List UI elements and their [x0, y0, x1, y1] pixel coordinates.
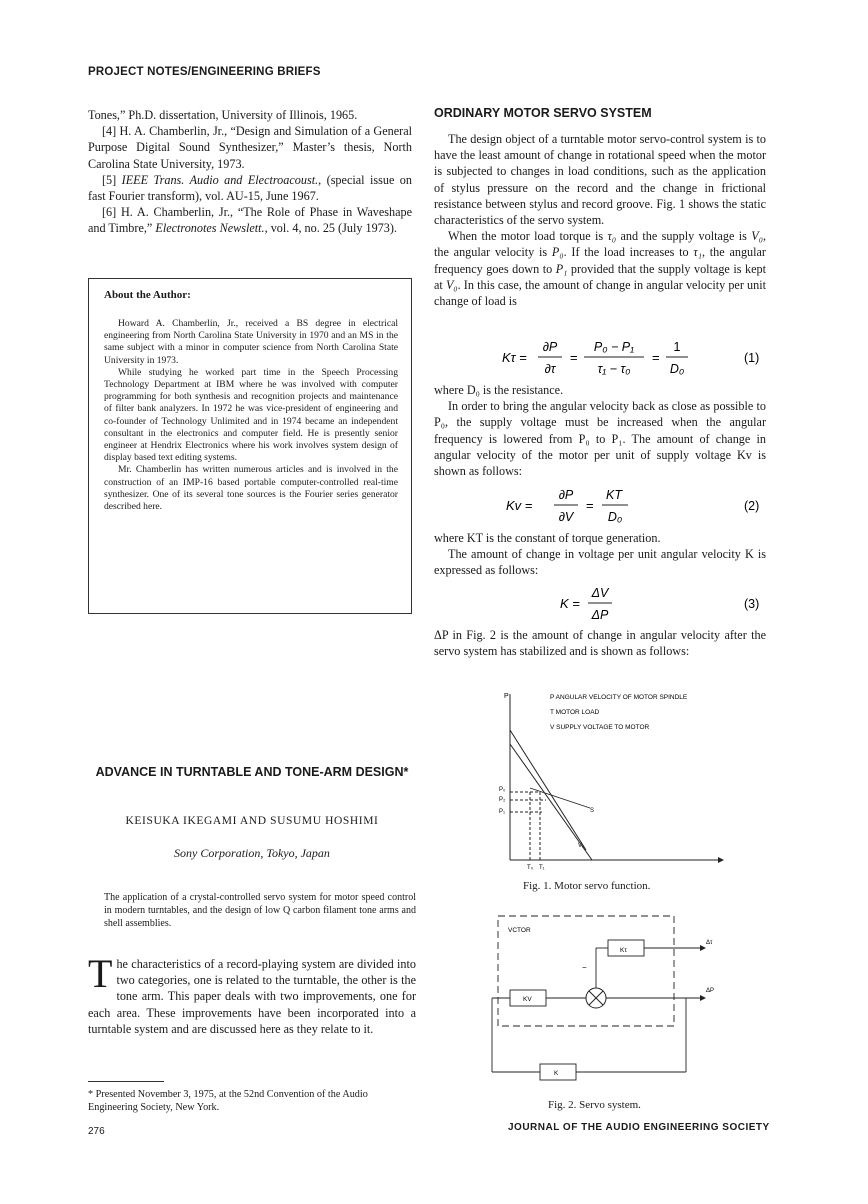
article-authors: KEISUKA IKEGAMI AND SUSUMU HOSHIMI [125, 815, 379, 827]
reference-6: [6] H. A. Chamberlin, Jr., “The Role of Phase in Waveshape and Timbre,” Electronotes Newslett., vol. 4, no. 25 (July 1973). [88, 205, 412, 236]
article-title: ADVANCE IN TURNTABLE AND TONE-ARM DESIGN* [95, 765, 409, 779]
figure-2-caption: Fig. 2. Servo system. [548, 1099, 641, 1111]
equation-1 [434, 336, 766, 380]
reference-list [88, 107, 412, 237]
equation-3 [434, 584, 766, 624]
equation-2 [434, 484, 766, 528]
about-author-paragraph: While studying he worked part time in the Speech Processing Technology Department at IBM where he was involved with computer programming for both synthesis and recognition projects and maintenance of filter bank analyzers. In 1972 he was vice-president of engineering and co-founder of Technology Unlimited and in 1974 became an independent consultant in the electronics and computer field. He is presently senior engineer at Hendrix Electronics where his work involves system design of display based text editing systems. [104, 366, 398, 464]
svg-text:=: = [586, 498, 594, 513]
article-abstract: The application of a crystal-controlled servo system for motor speed control in modern turntables, and the design of low Q carbon filament tone arms and shell assemblies. [104, 892, 416, 929]
eq1-numerator: ∂P [542, 340, 558, 354]
reference-4: [4] H. A. Chamberlin, Jr., “Design and Simulation of a General Purpose Digital Sound Synthesizer,” Master’s thesis, North Carolina State University, 1973. [88, 124, 412, 171]
drop-cap: T [88, 951, 113, 996]
svg-text:KT: KT [606, 488, 622, 502]
svg-text:ΔP: ΔP [591, 608, 609, 622]
servo-paragraph-7: ΔP in Fig. 2 is the amount of change in angular velocity after the servo system has stabilized and is shown as follows: [434, 628, 766, 659]
t1-label: T₁ [539, 865, 545, 871]
about-author-title: About the Author: [104, 289, 191, 301]
eq1-lhs: Kτ = [502, 350, 527, 365]
article-affiliation: Sony Corporation, Tokyo, Japan [174, 846, 330, 860]
about-author-paragraph: Howard A. Chamberlin, Jr., received a BS degree in electrical engineering from North Carolina State University in 1970 and an MS in the same subject with a minor in computer science from North Carolina State University in 1973. [104, 318, 398, 366]
reference-5: [5] IEEE Trans. Audio and Electroacoust., (special issue on fast Fourier transform), vol. AU-15, June 1967. [88, 172, 412, 204]
footnote: * Presented November 3, 1975, at the 52nd Convention of the Audio Engineering Society, New York. [88, 1089, 368, 1113]
reference-3-tail: Tones,” Ph.D. dissertation, University of Illinois, 1965. [88, 108, 358, 122]
p2-label: P₂ [499, 797, 506, 803]
journal-name: JOURNAL OF THE AUDIO ENGINEERING SOCIETY [508, 1122, 770, 1133]
servo-paragraph-4: In order to bring the angular velocity back as close as possible to P₀, the supply voltage must be increased when the angular frequency is lowered from P₀ to P₁. The amount of change in angular velocity of the motor per unit of supply voltage Kv is shown as follows: [434, 399, 766, 479]
vctor-label: VCTOR [508, 927, 531, 934]
svg-text:(2): (2) [744, 499, 760, 513]
legend-t: T MOTOR LOAD [550, 709, 600, 716]
servo-paragraph-6: The amount of change in voltage per unit angular velocity K is expressed as follows: [434, 547, 766, 578]
minus-label: − [582, 963, 587, 972]
svg-text:=: = [652, 350, 660, 365]
legend-p: P ANGULAR VELOCITY OF MOTOR SPINDLE [550, 694, 688, 701]
v1-label: V₁ [578, 843, 585, 849]
about-author-paragraph: Mr. Chamberlin has written numerous articles and is involved in the construction of an IMP-16 based portable computer-controlled real-time synthesizer. One of its several tone sources is the Fourier series generator described here. [104, 464, 398, 513]
about-author-body [104, 318, 398, 513]
p0-label: P₀ [499, 787, 506, 793]
page-number: 276 [88, 1126, 105, 1137]
running-header: PROJECT NOTES/ENGINEERING BRIEFS [88, 66, 321, 78]
figure-2-servo-system [486, 912, 726, 1092]
s-label: S [590, 808, 595, 814]
p1-label: P₁ [499, 809, 506, 815]
svg-text:(3): (3) [744, 597, 760, 611]
svg-text:∂P: ∂P [558, 488, 574, 502]
svg-text:ΔV: ΔV [591, 586, 609, 600]
figure-1-caption: Fig. 1. Motor servo function. [523, 880, 651, 892]
article-lead-paragraph: The characteristics of a record-playing system are divided into two categories, one is related to the turntable, the other is the tone arm. This paper deals with two improvements, one for each area. These improvements have been incorporated into a turntable system and are discussed here as they relate to it. [88, 951, 416, 1036]
footnote-rule [88, 1081, 164, 1082]
servo-paragraph-2: When the motor load torque is τ₀ and the supply voltage is V₀, the angular velocity is P₀. If the load increases to τ₁, the angular frequency goes down to P₁ provided that the supply voltage is kept at V₀. In this case, the amount of change in angular velocity per unit change of load is [434, 229, 766, 309]
t0-label: T₀ [527, 865, 534, 871]
eq1-numerator: 1 [673, 340, 681, 354]
eq1-numerator: P₀ − P₁ [593, 340, 635, 354]
svg-text:Kv =: Kv = [506, 498, 533, 513]
servo-paragraph-3: where D₀ is the resistance. In order to bring the angular velocity back as close as possible to P₀, the supply voltage must be increased when the angular frequency is lowered from P₀ to P₁. The amount of change in angular velocity of the motor per unit of supply voltage Kv is shown as follows: [434, 383, 766, 479]
svg-text:∂V: ∂V [558, 510, 574, 524]
servo-paragraph-1: The design object of a turntable motor servo-control system is to have the least amount of change in rotational speed when the motor is subjected to changes in load conditions, such as the application of stylus pressure on the record and the change in frictional resistance between stylus and record groove. Fig. 1 shows the static characteristics of the servo system. When the motor load torque is τ₀ and the supply voltage is V₀, the angular velocity is P₀. If the load increases to τ₁, the angular frequency goes down to P₁ provided that the supply voltage is kept at V₀. In this case, the amount of change in angular velocity per unit change of load is [434, 132, 766, 309]
section-title: ORDINARY MOTOR SERVO SYSTEM [434, 106, 652, 120]
svg-text:D₀: D₀ [607, 510, 623, 524]
legend-v: V SUPPLY VOLTAGE TO MOTOR [550, 724, 650, 731]
eq1-denominator: D₀ [669, 362, 685, 376]
k-label: K [554, 1070, 559, 1077]
svg-text:=: = [570, 350, 578, 365]
delta-tau-label: Δτ [706, 940, 713, 946]
servo-paragraph-5: where KT is the constant of torque generation. The amount of change in voltage per unit angular velocity K is expressed as follows: [434, 531, 766, 578]
kt-label: Kτ [620, 947, 627, 954]
eq1-denominator: τ₁ − τ₀ [597, 362, 631, 376]
figure-1-motor-servo [490, 688, 730, 874]
axis-p-label: P [504, 693, 509, 700]
kv-label: KV [523, 996, 532, 1003]
delta-p-label: ΔP [706, 988, 715, 994]
eq1-number: (1) [744, 351, 760, 365]
eq1-denominator: ∂τ [544, 362, 556, 376]
svg-text:K =: K = [560, 596, 580, 611]
